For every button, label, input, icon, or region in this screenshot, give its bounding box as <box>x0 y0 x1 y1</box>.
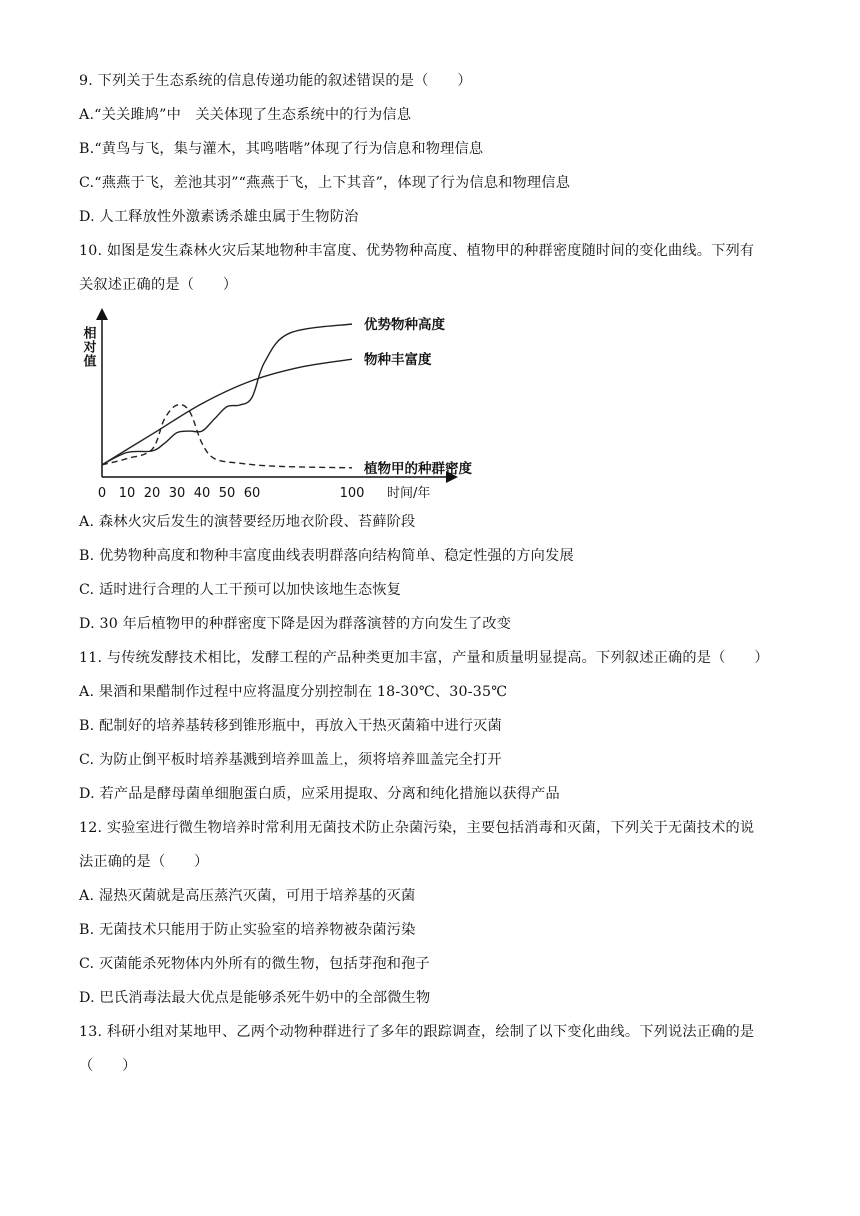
q11-option-d: D. 若产品是酵母菌单细胞蛋白质，应采用提取、分离和纯化措施以获得产品 <box>79 786 560 802</box>
q11-stem: 11. 与传统发酵技术相比，发酵工程的产品种类更加丰富，产量和质量明显提高。下列叙述正确的是（ ） <box>79 650 769 666</box>
x-tick-label: 30 <box>168 486 186 501</box>
series-label-1: 物种丰富度 <box>364 352 432 369</box>
q10-stem-line1: 10. 如图是发生森林火灾后某地物种丰富度、优势物种高度、植物甲的种群密度随时间的变化曲线。下列有 <box>79 243 755 259</box>
q13-stem-line2: （ ） <box>79 1058 137 1074</box>
q12-stem-line2: 法正确的是（ ） <box>79 854 209 870</box>
x-tick-labels <box>98 486 365 501</box>
x-tick-label: 50 <box>218 486 236 501</box>
series-label-0: 优势物种高度 <box>364 317 445 333</box>
q10-option-c: C. 适时进行合理的人工干预可以加快该地生态恢复 <box>79 582 402 598</box>
y-axis-label: 相对值 <box>80 326 96 368</box>
q12-stem-line1: 12. 实验室进行微生物培养时常利用无菌技术防止杂菌污染，主要包括消毒和灭菌，下列关于无菌技术的说 <box>79 820 755 836</box>
q11-option-b: B. 配制好的培养基转移到锥形瓶中，再放入干热灭菌箱中进行灭菌 <box>79 718 502 734</box>
x-tick-label: 20 <box>143 486 161 501</box>
q11-option-c: C. 为防止倒平板时培养基溅到培养皿盖上，须将培养皿盖完全打开 <box>79 752 502 768</box>
x-tick-label: 10 <box>118 486 136 501</box>
q10-option-a: A. 森林火灾后发生的演替要经历地衣阶段、苔藓阶段 <box>79 514 416 530</box>
x-tick-label: 60 <box>243 486 261 501</box>
q9-option-a: A.“关关雎鸠”中 关关体现了生态系统中的行为信息 <box>79 107 412 123</box>
q9-stem: 9. 下列关于生态系统的信息传递功能的叙述错误的是（ ） <box>79 73 472 89</box>
series-labels <box>364 316 472 477</box>
series-line-1 <box>102 359 352 465</box>
x-axis-label: 时间/年 <box>387 486 431 501</box>
q13-stem-line1: 13. 科研小组对某地甲、乙两个动物种群进行了多年的跟踪调查，绘制了以下变化曲线。下列说法正确的是 <box>79 1024 755 1040</box>
q9-option-c: C.“燕燕于飞，差池其羽”“燕燕于飞，上下其音”，体现了行为信息和物理信息 <box>79 175 571 191</box>
x-tick-label: 40 <box>193 486 211 501</box>
q10-option-d: D. 30 年后植物甲的种群密度下降是因为群落演替的方向发生了改变 <box>79 616 512 632</box>
series-line-0 <box>102 324 352 465</box>
q12-option-b: B. 无菌技术只能用于防止实验室的培养物被杂菌污染 <box>79 922 416 938</box>
q10-option-b: B. 优势物种高度和物种丰富度曲线表明群落向结构简单、稳定性强的方向发展 <box>79 548 574 564</box>
x-tick-label: 100 <box>339 486 365 501</box>
series-lines <box>102 324 352 468</box>
series-label-2: 植物甲的种群密度 <box>364 460 472 477</box>
q12-option-a: A. 湿热灭菌就是高压蒸汽灭菌，可用于培养基的灭菌 <box>79 888 416 904</box>
q12-option-d: D. 巴氏消毒法最大优点是能够杀死牛奶中的全部微生物 <box>79 990 431 1006</box>
q11-option-a: A. 果酒和果醋制作过程中应将温度分别控制在 18-30℃、30-35℃ <box>79 684 508 700</box>
succession-chart <box>80 304 480 504</box>
q10-stem-line2: 关叙述正确的是（ ） <box>79 277 238 293</box>
q9-option-d: D. 人工释放性外激素诱杀雄虫属于生物防治 <box>79 209 359 225</box>
q9-option-b: B.“黄鸟与飞，集与灌木，其鸣喈喈”体现了行为信息和物理信息 <box>79 141 484 157</box>
q12-option-c: C. 灭菌能杀死物体内外所有的微生物，包括芽孢和孢子 <box>79 956 430 972</box>
x-tick-label: 0 <box>97 486 107 501</box>
series-line-2 <box>102 405 352 468</box>
